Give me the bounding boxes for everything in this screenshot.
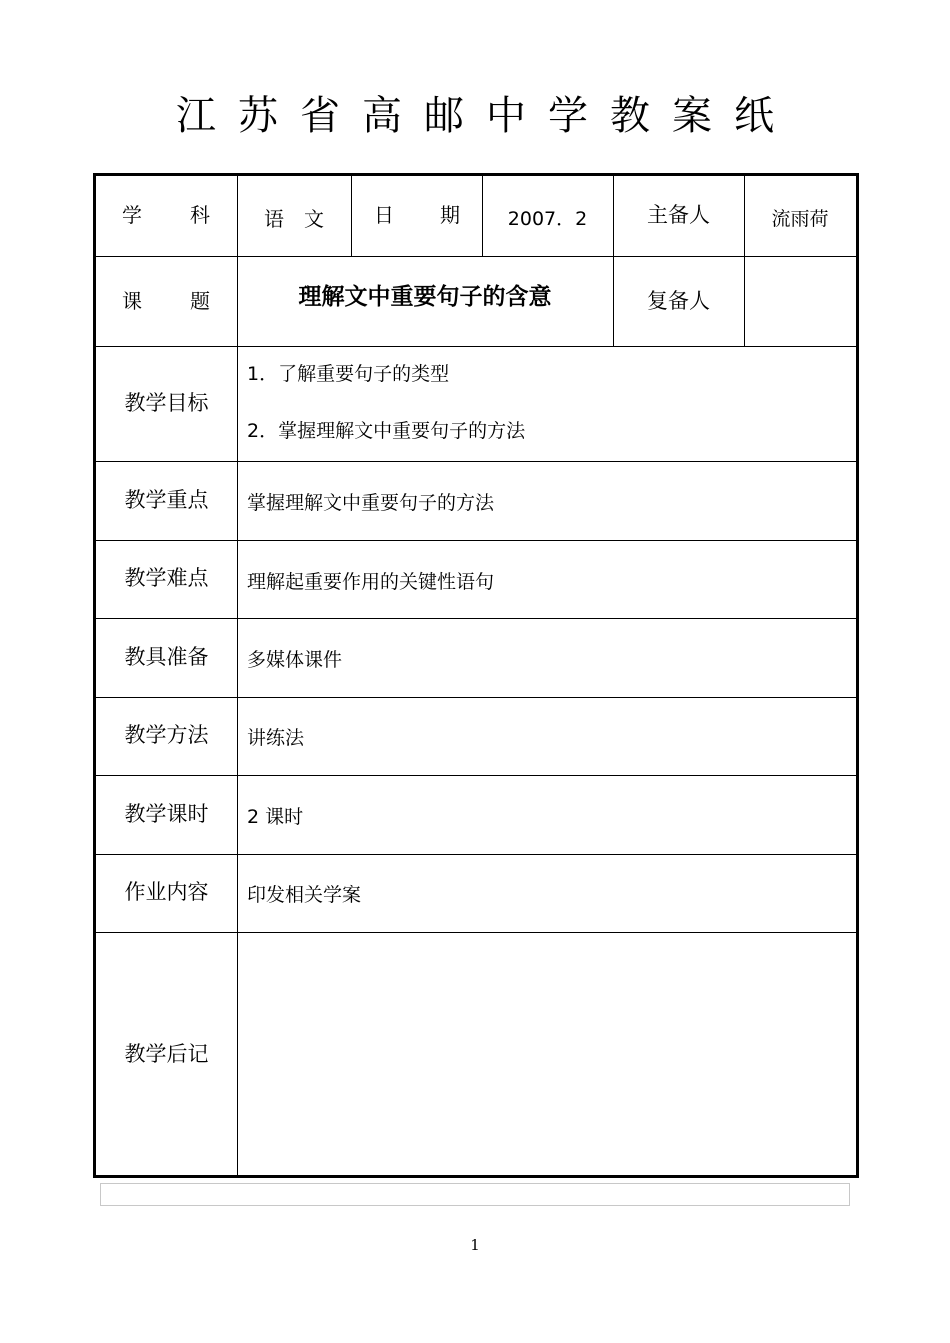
difficulties-value: 理解起重要作用的关键性语句 — [247, 571, 495, 593]
tools-value: 多媒体课件 — [247, 649, 343, 671]
method-value: 讲练法 — [247, 727, 305, 749]
subject-label — [122, 202, 210, 228]
topic-label — [122, 288, 210, 314]
row-divider — [96, 256, 856, 257]
subject-value: 语 文 — [264, 207, 324, 231]
homework-value: 印发相关学案 — [247, 884, 362, 906]
column-divider — [744, 176, 745, 346]
hours-value: 2 课时 — [247, 806, 304, 828]
date-label — [374, 202, 460, 228]
topic-label-char: 课 — [122, 289, 142, 313]
objectives-label: 教学目标 — [124, 391, 209, 415]
key-points-value: 掌握理解文中重要句子的方法 — [247, 492, 495, 514]
difficulties-label: 教学难点 — [124, 566, 209, 590]
objective-item: 1．了解重要句子的类型 — [247, 363, 450, 385]
footer-box — [100, 1183, 850, 1206]
objective-item: 2．掌握理解文中重要句子的方法 — [247, 420, 526, 442]
preparer-value: 流雨荷 — [771, 208, 829, 230]
topic-label-char: 题 — [190, 289, 210, 313]
document-title: 江苏省高邮中学教案纸 — [176, 93, 796, 139]
date-label-char: 日 — [374, 203, 394, 227]
row-divider — [96, 854, 856, 855]
method-label: 教学方法 — [124, 723, 209, 747]
row-divider — [96, 618, 856, 619]
preparer-label: 主备人 — [647, 203, 710, 227]
row-divider — [96, 775, 856, 776]
hours-label: 教学课时 — [124, 802, 209, 826]
row-divider — [96, 697, 856, 698]
row-divider — [96, 540, 856, 541]
topic-value: 理解文中重要句子的含意 — [298, 284, 552, 310]
homework-label: 作业内容 — [124, 880, 209, 904]
subject-label-char: 学 — [122, 203, 142, 227]
key-points-label: 教学重点 — [124, 488, 209, 512]
column-divider — [351, 176, 352, 256]
date-value: 2007．2 — [507, 208, 588, 230]
page-number: 1 — [470, 1236, 480, 1254]
lesson-plan-table — [93, 173, 859, 1178]
date-label-char: 期 — [440, 203, 460, 227]
row-divider — [96, 346, 856, 347]
tools-label: 教具准备 — [124, 645, 209, 669]
row-divider — [96, 932, 856, 933]
reflection-label: 教学后记 — [124, 1042, 209, 1066]
subject-label-char: 科 — [190, 203, 210, 227]
column-divider — [237, 176, 238, 1176]
co-preparer-label: 复备人 — [647, 289, 710, 313]
row-divider — [96, 461, 856, 462]
